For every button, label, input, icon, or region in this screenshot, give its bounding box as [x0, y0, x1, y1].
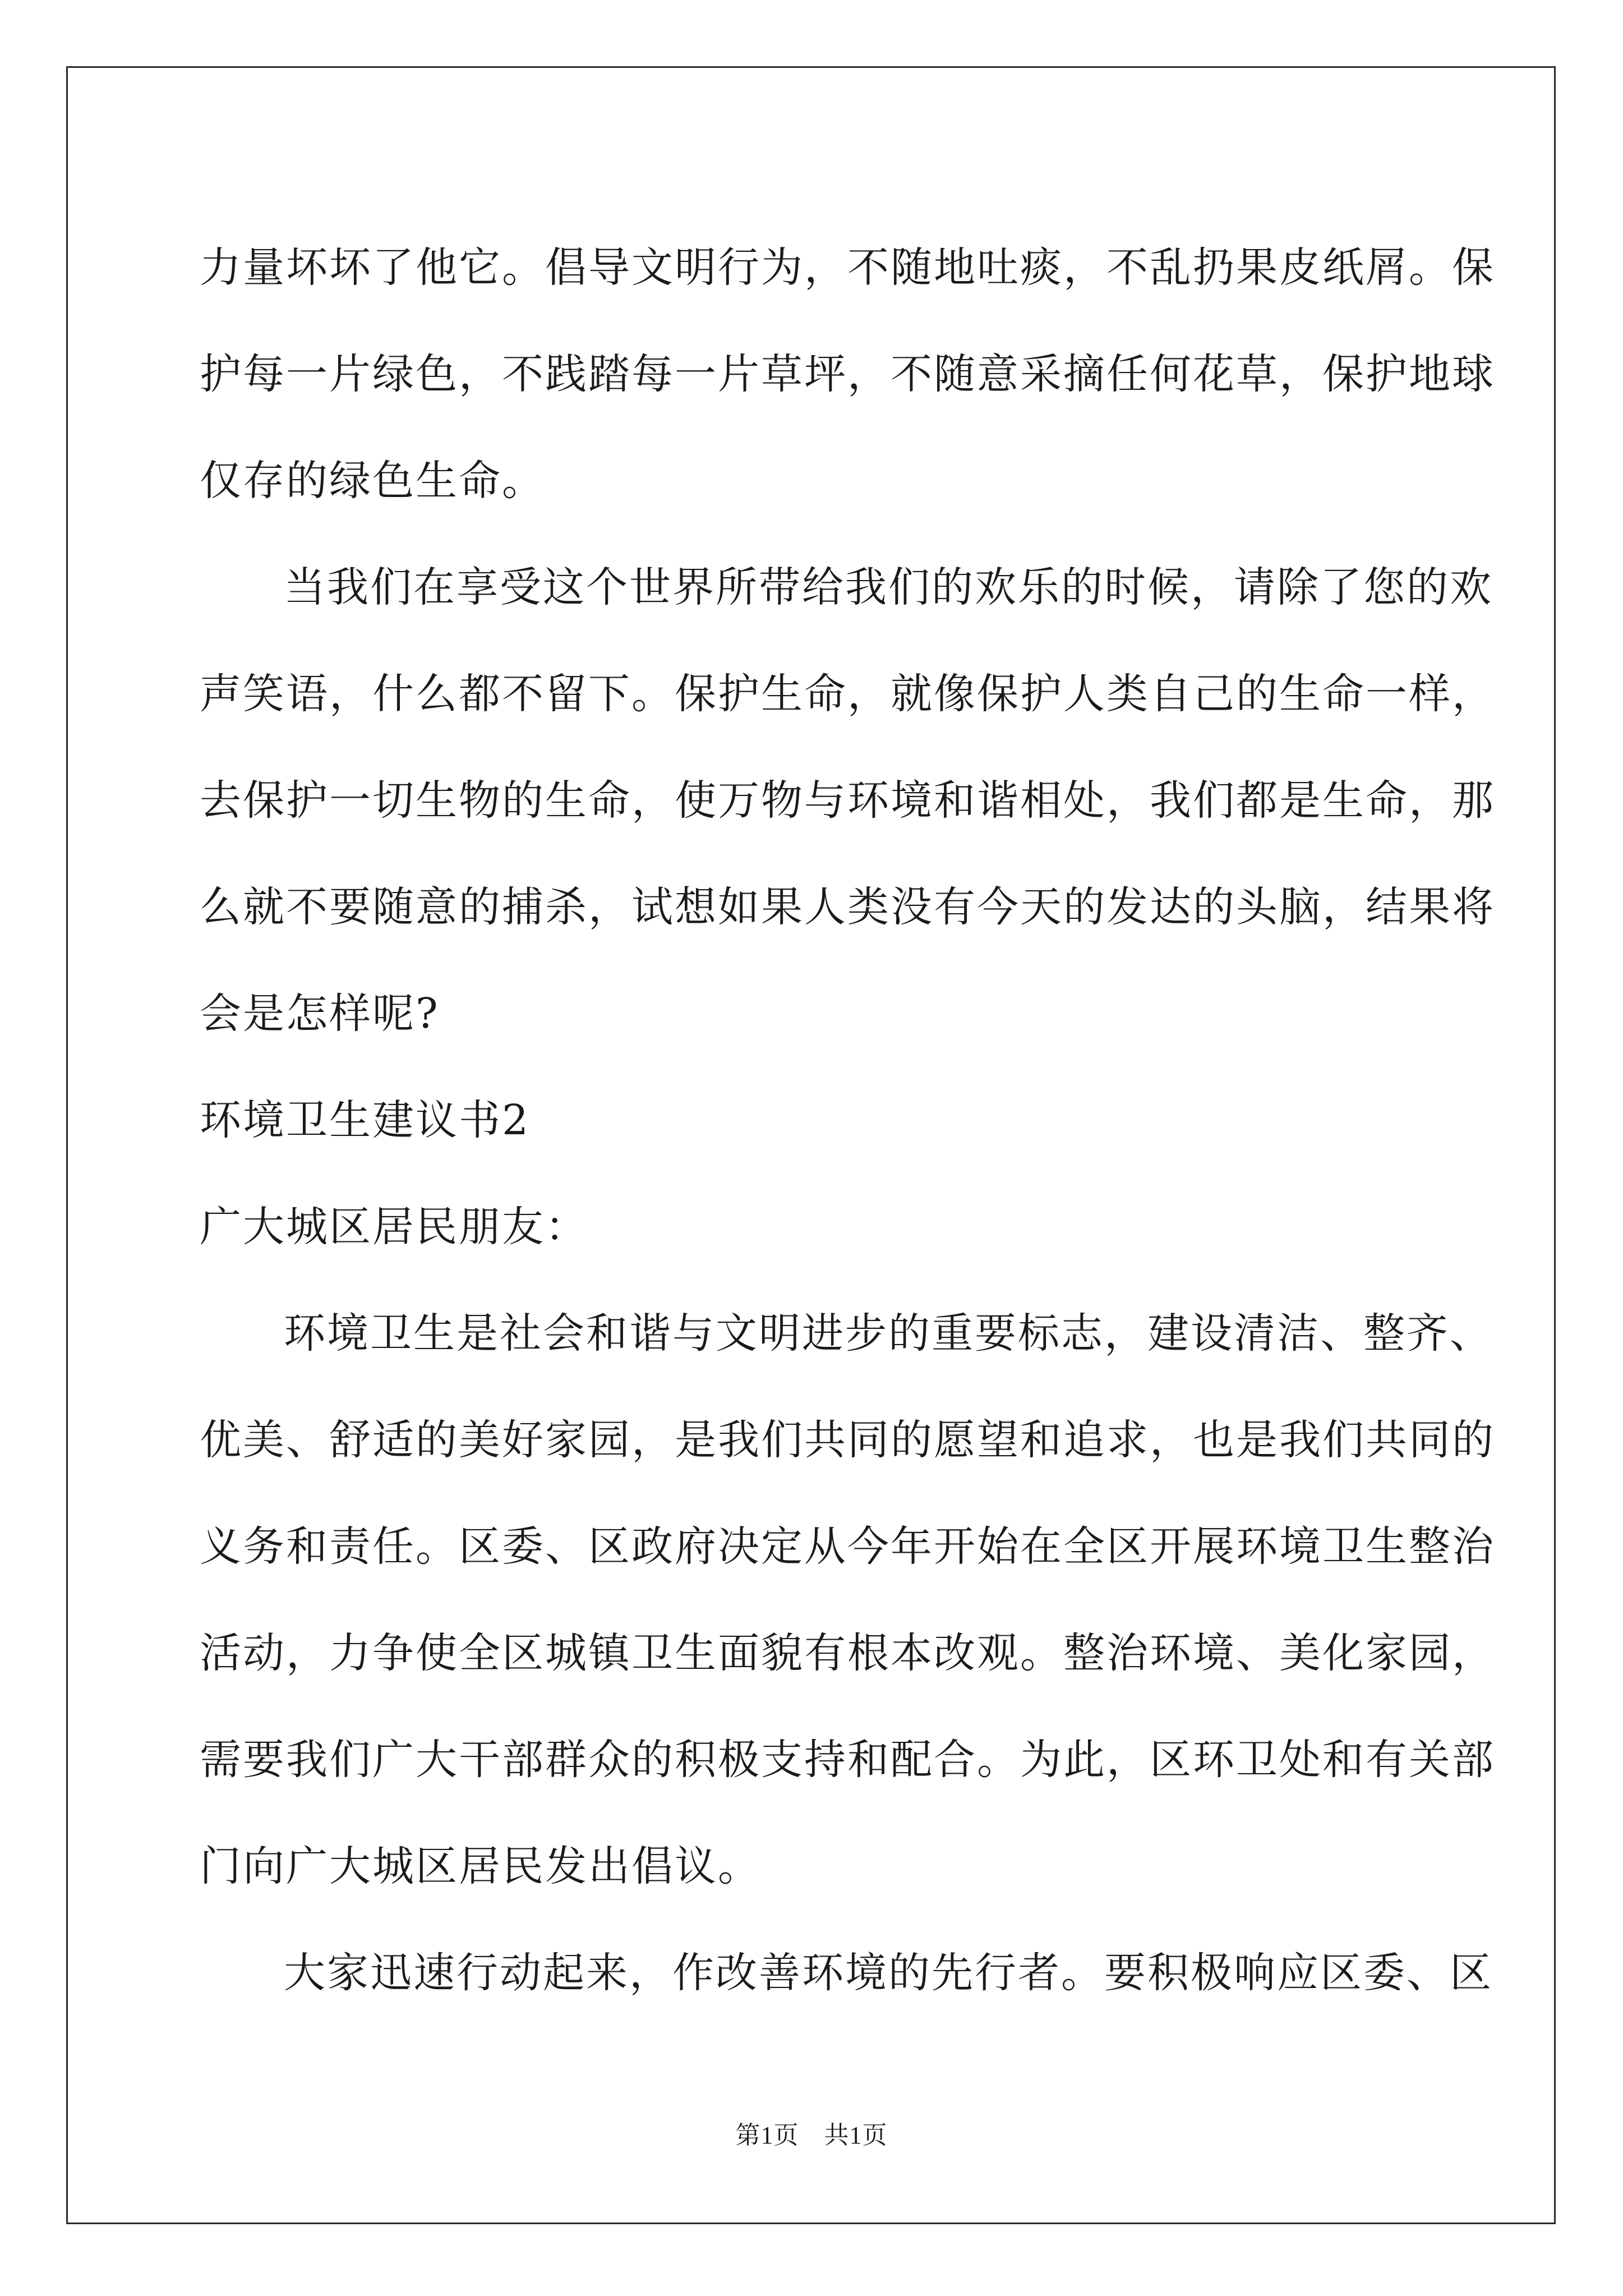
text-line: 力量坏坏了他它。倡导文明行为，不随地吐痰，不乱扔果皮纸屑。保: [200, 243, 1495, 292]
text-line: 需要我们广大干部群众的积极支持和配合。为此，区环卫处和有关部: [200, 1736, 1495, 1784]
section-title: 环境卫生建议书2: [200, 1096, 531, 1144]
paragraph-first-line: 大家迅速行动起来，作改善环境的先行者。要积极响应区委、区: [284, 1949, 1493, 1997]
text-line: 声笑语，什么都不留下。保护生命，就像保护人类自己的生命一样，: [200, 670, 1495, 718]
text-line: 义务和责任。区委、区政府决定从今年开始在全区开展环境卫生整治: [200, 1522, 1495, 1571]
text-line: 护每一片绿色，不践踏每一片草坪，不随意采摘任何花草，保护地球: [200, 350, 1495, 398]
text-line: 门向广大城区居民发出倡议。: [200, 1842, 761, 1890]
salutation: 广大城区居民朋友：: [200, 1203, 588, 1251]
paragraph-first-line: 环境卫生是社会和谐与文明进步的重要标志，建设清洁、整齐、: [284, 1309, 1493, 1358]
document-body: [200, 214, 1495, 2026]
text-line: 么就不要随意的捕杀，试想如果人类没有今天的发达的头脑，结果将: [200, 883, 1495, 931]
page-number: 第1页 共1页: [735, 2122, 888, 2149]
text-line: 会是怎样呢?: [200, 990, 440, 1038]
text-line: 优美、舒适的美好家园，是我们共同的愿望和追求，也是我们共同的: [200, 1416, 1495, 1464]
text-line: 活动，力争使全区城镇卫生面貌有根本改观。整治环境、美化家园，: [200, 1629, 1495, 1677]
paragraph-first-line: 当我们在享受这个世界所带给我们的欢乐的时候，请除了您的欢: [284, 563, 1493, 611]
text-line: 去保护一切生物的生命，使万物与环境和谐相处，我们都是生命，那: [200, 776, 1495, 825]
text-line: 仅存的绿色生命。: [200, 457, 545, 505]
